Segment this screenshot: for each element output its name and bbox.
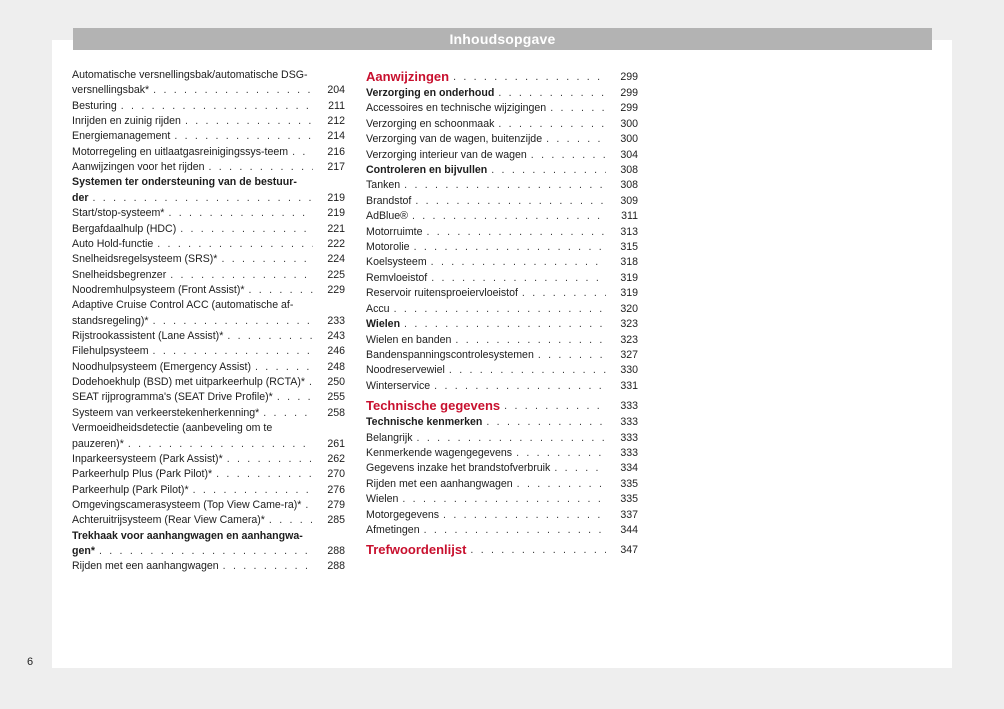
toc-entry[interactable] [72, 513, 345, 528]
toc-chapter-entry[interactable] [366, 397, 638, 415]
toc-entry[interactable] [72, 544, 345, 559]
toc-entry-page: 214 [327, 130, 345, 143]
toc-entry[interactable] [72, 360, 345, 375]
dot-leader [424, 523, 606, 538]
toc-entry-title: Trefwoordenlijst [366, 542, 467, 558]
toc-entry[interactable] [366, 446, 638, 461]
toc-entry-title: Bandenspanningscontrolesystemen [366, 348, 534, 361]
toc-entry-title: Auto Hold-functie [72, 237, 154, 250]
dot-leader [412, 209, 606, 224]
dot-leader [221, 252, 313, 267]
toc-entry[interactable] [366, 508, 638, 523]
dot-leader [263, 406, 313, 421]
toc-entry-title-line: Adaptive Cruise Control ACC (automatische af- [72, 299, 294, 312]
toc-entry-title-line: Trekhaak voor aanhangwagen en aanhangwa- [72, 529, 303, 542]
toc-entry[interactable] [366, 255, 638, 270]
dot-leader [415, 194, 606, 209]
toc-entry[interactable] [366, 117, 638, 132]
dot-leader [504, 397, 606, 415]
dot-leader [185, 114, 313, 129]
toc-entry-title: Start/stop-systeem* [72, 207, 165, 220]
toc-entry-title: gen* [72, 544, 95, 557]
toc-entry-title: Noodreservewiel [366, 364, 445, 377]
toc-entry[interactable] [366, 523, 638, 538]
toc-entry[interactable] [72, 467, 345, 482]
dot-leader [128, 437, 313, 452]
toc-entry-page: 279 [327, 498, 345, 511]
toc-entry-title: Wielen [366, 493, 399, 506]
dot-leader [394, 302, 606, 317]
dot-leader [449, 363, 606, 378]
toc-entry-page: 315 [620, 241, 638, 254]
toc-entry-page: 221 [327, 222, 345, 235]
toc-entry-title: SEAT rijprogramma's (SEAT Drive Profile)* [72, 391, 273, 404]
toc-entry[interactable] [72, 129, 345, 144]
toc-entry-title: Wielen [366, 318, 401, 331]
toc-entry-page: 285 [327, 514, 345, 527]
toc-entry-title: Motorolie [366, 241, 410, 254]
dot-leader [209, 160, 314, 175]
dot-leader [431, 255, 606, 270]
toc-entry-page: 248 [327, 360, 345, 373]
toc-entry-page: 334 [620, 462, 638, 475]
toc-entry-page: 262 [327, 452, 345, 465]
toc-entry-title: Remvloeistof [366, 271, 428, 284]
toc-entry-title-line: Automatische versnellingsbak/automatische DSG- [72, 69, 308, 81]
toc-entry-title: Inparkeersysteem (Park Assist)* [72, 452, 223, 465]
dot-leader [269, 513, 313, 528]
toc-entry[interactable] [366, 363, 638, 378]
toc-entry-page: 288 [327, 544, 345, 557]
toc-entry[interactable] [72, 344, 345, 359]
toc-entry-title: Verzorging interieur van de wagen [366, 148, 527, 161]
toc-entry-title: Parkeerhulp Plus (Park Pilot)* [72, 468, 213, 481]
toc-entry[interactable] [72, 452, 345, 467]
toc-entry-title: Dodehoekhulp (BSD) met uitparkeerhulp (RCTA)* [72, 376, 305, 389]
toc-entry-page: 250 [327, 376, 345, 389]
toc-entry-page: 333 [620, 446, 638, 459]
toc-entry-page: 299 [620, 87, 638, 99]
dot-leader [443, 508, 606, 523]
toc-entry-page: 313 [620, 225, 638, 238]
toc-entry-page: 299 [620, 71, 638, 83]
toc-entry[interactable] [366, 302, 638, 317]
toc-entry-page: 347 [620, 544, 638, 557]
toc-entry-page: 331 [620, 379, 638, 392]
dot-leader [516, 446, 606, 461]
toc-entry-title: Afmetingen [366, 523, 420, 536]
toc-entry[interactable] [72, 268, 345, 283]
toc-entry-page: 212 [327, 115, 345, 128]
toc-entry-title-line: Systemen ter ondersteuning van de bestuur- [72, 176, 297, 189]
toc-left-column [72, 68, 345, 575]
toc-entry-title: Verzorging en onderhoud [366, 87, 495, 99]
dot-leader [522, 286, 606, 301]
toc-entry-page: 333 [620, 431, 638, 444]
toc-entry[interactable] [72, 99, 345, 114]
toc-entry-title: Motorruimte [366, 225, 423, 238]
dot-leader [292, 145, 313, 160]
toc-entry-page: 335 [620, 477, 638, 490]
toc-entry[interactable] [72, 329, 345, 344]
dot-leader [309, 375, 313, 390]
toc-entry[interactable] [72, 390, 345, 405]
toc-entry[interactable] [366, 132, 638, 147]
toc-entry[interactable] [366, 286, 638, 301]
dot-leader [538, 348, 606, 363]
toc-entry-title: Kenmerkende wagengegevens [366, 446, 513, 459]
toc-entry-page: 318 [620, 256, 638, 269]
toc-entry-title: Besturing [72, 99, 117, 112]
toc-entry[interactable] [366, 461, 638, 476]
toc-entry[interactable] [72, 83, 345, 98]
toc-entry-page: 217 [327, 161, 345, 174]
dot-leader [216, 467, 313, 482]
toc-entry[interactable] [72, 406, 345, 421]
dot-leader [227, 329, 313, 344]
toc-entry[interactable] [366, 317, 638, 332]
toc-entry[interactable] [72, 283, 345, 298]
toc-entry[interactable] [72, 437, 345, 452]
toc-entry-page: 219 [327, 207, 345, 220]
toc-entry-page: 320 [620, 302, 638, 315]
dot-leader [431, 271, 606, 286]
dot-leader [170, 268, 313, 283]
toc-entry[interactable] [366, 101, 638, 116]
dot-leader [180, 222, 313, 237]
toc-entry-title: Verzorging van de wagen, buitenzijde [366, 133, 543, 146]
toc-entry-page: 337 [620, 508, 638, 521]
toc-entry-title: Controleren en bijvullen [366, 164, 488, 177]
toc-entry[interactable] [72, 237, 345, 252]
toc-entry-title: Motorgegevens [366, 508, 440, 521]
dot-leader [517, 477, 606, 492]
toc-entry-page: 276 [327, 483, 345, 496]
toc-entry[interactable] [72, 252, 345, 267]
toc-entry[interactable] [72, 191, 345, 206]
page-number: 6 [27, 656, 34, 668]
toc-entry-title: der [72, 191, 89, 204]
toc-entry-title: Snelheidsregelsysteem (SRS)* [72, 253, 218, 266]
toc-entry[interactable] [366, 492, 638, 507]
toc-entry[interactable] [366, 431, 638, 446]
toc-entry-page: 258 [327, 406, 345, 419]
toc-entry-title: Parkeerhulp (Park Pilot)* [72, 483, 189, 496]
toc-entry[interactable] [366, 209, 638, 224]
toc-entry[interactable] [366, 194, 638, 209]
dot-leader [153, 344, 313, 359]
toc-entry-page: 300 [620, 133, 638, 146]
toc-entry[interactable] [72, 559, 345, 574]
toc-entry-title: Technische gegevens [366, 398, 501, 414]
toc-entry-title: Tanken [366, 179, 401, 192]
toc-entry[interactable] [366, 240, 638, 255]
toc-entry-page: 225 [327, 268, 345, 281]
dot-leader [531, 148, 606, 163]
dot-leader [223, 559, 313, 574]
toc-entry-page: 233 [327, 314, 345, 327]
dot-leader [249, 283, 314, 298]
toc-entry-page: 288 [327, 560, 345, 573]
toc-entry-title: Rijden met een aanhangwagen [72, 560, 219, 573]
toc-entry[interactable] [72, 375, 345, 390]
toc-entry-title: Bergafdaalhulp (HDC) [72, 222, 177, 235]
toc-entry-page: 219 [327, 191, 345, 204]
dot-leader [491, 163, 606, 178]
toc-chapter-entry[interactable] [366, 68, 638, 86]
dot-leader [168, 206, 313, 221]
toc-entry-title: Verzorging en schoonmaak [366, 117, 495, 130]
dot-leader [93, 191, 314, 206]
toc-entry-title: Gegevens inzake het brandstofverbruik [366, 462, 551, 475]
toc-entry-page: 323 [620, 333, 638, 346]
toc-entry[interactable] [366, 86, 638, 101]
toc-entry-page: 243 [327, 330, 345, 343]
toc-entry-title: Wielen en banden [366, 333, 452, 346]
dot-leader [417, 431, 606, 446]
dot-leader [404, 178, 606, 193]
toc-entry-title: Koelsysteem [366, 256, 427, 269]
toc-entry[interactable] [72, 314, 345, 329]
toc-entry-page: 204 [327, 84, 345, 97]
toc-entry-page: 308 [620, 179, 638, 192]
toc-entry-title: Inrijden en zuinig rijden [72, 115, 181, 128]
toc-entry-title: standsregeling)* [72, 314, 149, 327]
toc-entry-title: Aanwijzingen voor het rijden [72, 161, 205, 174]
dot-leader [157, 237, 313, 252]
toc-entry-title: Noodremhulpsysteem (Front Assist)* [72, 283, 245, 296]
dot-leader [434, 379, 606, 394]
toc-entry-title: Rijden met een aanhangwagen [366, 477, 513, 490]
dot-leader [99, 544, 313, 559]
dot-leader [305, 498, 313, 513]
toc-entry-page: 270 [327, 468, 345, 481]
toc-entry-title: Aanwijzingen [366, 69, 450, 84]
toc-entry-title: Filehulpsysteem [72, 345, 149, 358]
toc-entry[interactable] [366, 379, 638, 394]
toc-entry[interactable] [366, 477, 638, 492]
dot-leader [121, 99, 313, 114]
toc-entry-page: 333 [620, 416, 638, 429]
toc-entry[interactable] [72, 206, 345, 221]
toc-entry-title: Achteruitrijsysteem (Rear View Camera)* [72, 514, 265, 527]
dot-leader [453, 68, 606, 86]
toc-entry-page: 344 [620, 523, 638, 536]
toc-entry-title: Noodhulpsysteem (Emergency Assist) [72, 360, 251, 373]
toc-entry-page: 261 [327, 437, 345, 450]
dot-leader [427, 225, 606, 240]
toc-right-column [366, 68, 638, 559]
toc-entry[interactable] [366, 225, 638, 240]
toc-entry[interactable] [72, 145, 345, 160]
toc-entry-page: 335 [620, 493, 638, 506]
dot-leader [470, 541, 606, 559]
toc-entry[interactable] [366, 415, 638, 430]
toc-entry[interactable] [72, 498, 345, 513]
toc-entry-title: Energiemanagement [72, 130, 171, 143]
toc-entry-title: pauzeren)* [72, 437, 124, 450]
dot-leader [227, 452, 313, 467]
toc-entry-title: Systeem van verkeerstekenherkenning* [72, 406, 260, 419]
dot-leader [498, 86, 606, 101]
dot-leader [402, 492, 606, 507]
toc-entry-page: 330 [620, 364, 638, 377]
toc-entry-title: Accessoires en technische wijzigingen [366, 102, 547, 115]
toc-entry-title: versnellingsbak* [72, 84, 150, 97]
toc-entry[interactable] [72, 114, 345, 129]
toc-entry-page: 255 [327, 391, 345, 404]
toc-entry-page: 246 [327, 345, 345, 358]
dot-leader [550, 101, 606, 116]
toc-entry-page: 211 [328, 99, 345, 112]
toc-entry-title: Technische kenmerken [366, 416, 483, 429]
toc-entry-page: 216 [327, 145, 345, 158]
toc-entry-title: Rijstrookassistent (Lane Assist)* [72, 330, 224, 343]
toc-entry[interactable] [366, 178, 638, 193]
toc-entry-title: Accu [366, 302, 390, 315]
toc-entry-title: Reservoir ruitensproeiervloeistof [366, 287, 518, 300]
toc-entry[interactable] [366, 333, 638, 348]
dot-leader [277, 390, 313, 405]
toc-entry-page: 222 [327, 237, 345, 250]
toc-entry-title: Brandstof [366, 194, 412, 207]
dot-leader [498, 117, 606, 132]
dot-leader [546, 132, 606, 147]
page-header-title: Inhoudsopgave [73, 28, 932, 50]
dot-leader [153, 314, 313, 329]
dot-leader [153, 83, 313, 98]
toc-entry-title: Winterservice [366, 379, 431, 392]
toc-entry-page: 309 [620, 194, 638, 207]
toc-entry[interactable] [72, 483, 345, 498]
toc-entry[interactable] [366, 148, 638, 163]
dot-leader [486, 415, 606, 430]
toc-entry[interactable] [72, 222, 345, 237]
dot-leader [255, 360, 313, 375]
toc-entry-title: Belangrijk [366, 431, 413, 444]
toc-entry-title: Omgevingscamerasysteem (Top View Came-ra)* [72, 498, 302, 511]
dot-leader [455, 333, 606, 348]
toc-entry-page: 327 [620, 348, 638, 361]
dot-leader [404, 317, 606, 332]
toc-entry[interactable] [366, 163, 638, 178]
dot-leader [174, 129, 313, 144]
toc-entry-title-line: Vermoeidheidsdetectie (aanbeveling om te [72, 422, 273, 435]
toc-entry-page: 308 [620, 164, 638, 177]
toc-entry-page: 311 [621, 210, 638, 223]
toc-entry[interactable] [72, 160, 345, 175]
toc-entry-page: 304 [620, 148, 638, 161]
toc-entry-page: 300 [620, 117, 638, 130]
dot-leader [414, 240, 606, 255]
toc-entry-page: 299 [620, 102, 638, 115]
toc-entry-page: 319 [620, 287, 638, 300]
toc-entry-page: 323 [620, 318, 638, 331]
toc-entry[interactable] [366, 271, 638, 286]
toc-entry-page: 229 [327, 283, 345, 296]
toc-entry-title: Motorregeling en uitlaatgasreinigingssys-teem [72, 145, 289, 158]
toc-entry-page: 224 [327, 253, 345, 266]
toc-entry-page: 319 [620, 271, 638, 284]
toc-entry[interactable] [366, 348, 638, 363]
dot-leader [193, 483, 313, 498]
toc-entry-title: AdBlue® [366, 210, 408, 223]
toc-entry-page: 333 [620, 400, 638, 413]
dot-leader [554, 461, 606, 476]
toc-entry-title: Snelheidsbegrenzer [72, 268, 167, 281]
toc-chapter-entry[interactable] [366, 541, 638, 559]
